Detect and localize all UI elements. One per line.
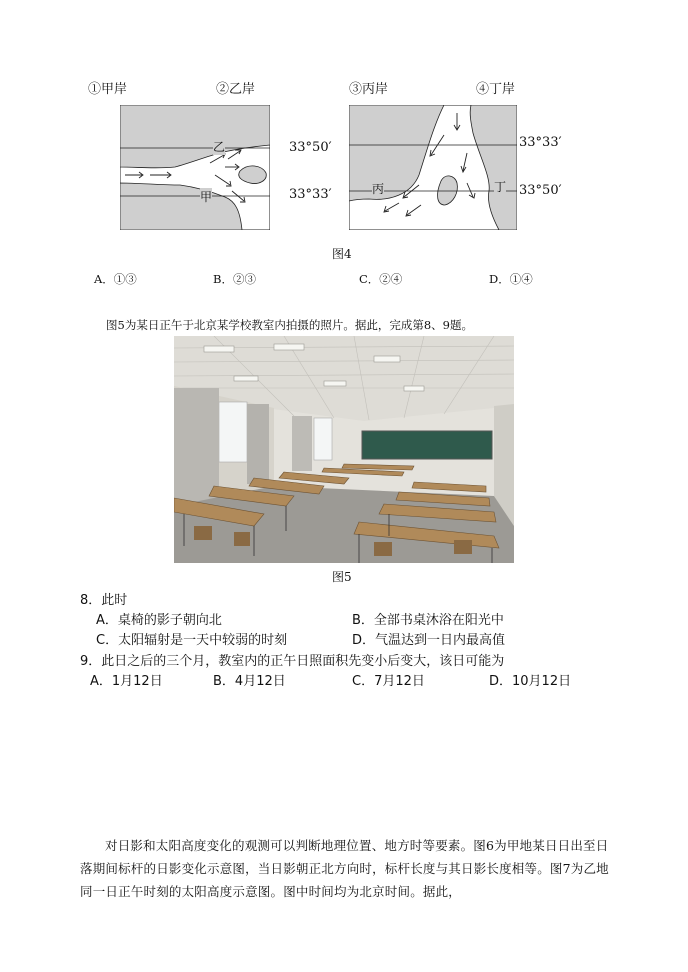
figure4-right-map [349, 105, 517, 230]
label-bing: 丙 [372, 182, 385, 196]
q7-choice-b: B．②③ [213, 272, 256, 286]
lat-left-bottom: 33°33′ [289, 187, 332, 202]
q9-stem: 9．此日之后的三个月，教室内的正午日照面积先变小后变大，该日可能为 [80, 654, 505, 669]
lat-right-bottom: 33°50′ [519, 183, 562, 198]
q9-choice-c: C．7月12日 [352, 674, 425, 689]
figure4-left-map [120, 105, 270, 230]
q7-choice-a: A．①③ [94, 272, 137, 286]
label-jia: 甲 [200, 190, 213, 204]
q8-choice-c: C．太阳辐射是一天中较弱的时刻 [96, 633, 288, 648]
q8-choice-d: D．气温达到一日内最高值 [352, 633, 506, 648]
lat-right-top: 33°33′ [519, 135, 562, 150]
lat-left-top: 33°50′ [289, 140, 332, 155]
q9-choice-d: D．10月12日 [489, 674, 572, 689]
bottom-paragraph: 对日影和太阳高度变化的观测可以判断地理位置、地方时等要素。图6为甲地某日日出至日落期间标杆的日影变化示意图，当日影朝正北方向时，标杆长度与其日影长度相等。图7为乙地同一日正午时刻的太阳高度示意图。图中时间均为北京时间。据此， [80, 838, 609, 899]
label-ding: 丁 [494, 180, 507, 194]
option-bing-shore: ③丙岸 [349, 82, 389, 97]
figure5-caption: 图5 [332, 570, 352, 584]
q8-choice-a: A．桌椅的影子朝向北 [96, 613, 222, 628]
q8-choice-b: B．全部书桌沐浴在阳光中 [352, 613, 504, 628]
q8-stem: 8．此时 [80, 593, 128, 608]
q7-choice-c: C．②④ [359, 272, 403, 286]
q9-choice-a: A．1月12日 [90, 674, 163, 689]
classroom-photo [174, 336, 514, 563]
figure4-caption: 图4 [332, 247, 352, 261]
option-yi-shore: ②乙岸 [216, 82, 256, 97]
option-jia-shore: ①甲岸 [88, 82, 128, 97]
fig5-intro: 图5为某日正午于北京某学校教室内拍摄的照片。据此，完成第8、9题。 [106, 318, 473, 332]
q7-choice-d: D．①④ [489, 272, 533, 286]
q9-choice-b: B．4月12日 [213, 674, 286, 689]
option-ding-shore: ④丁岸 [476, 82, 516, 97]
label-yi: 乙 [213, 140, 226, 154]
